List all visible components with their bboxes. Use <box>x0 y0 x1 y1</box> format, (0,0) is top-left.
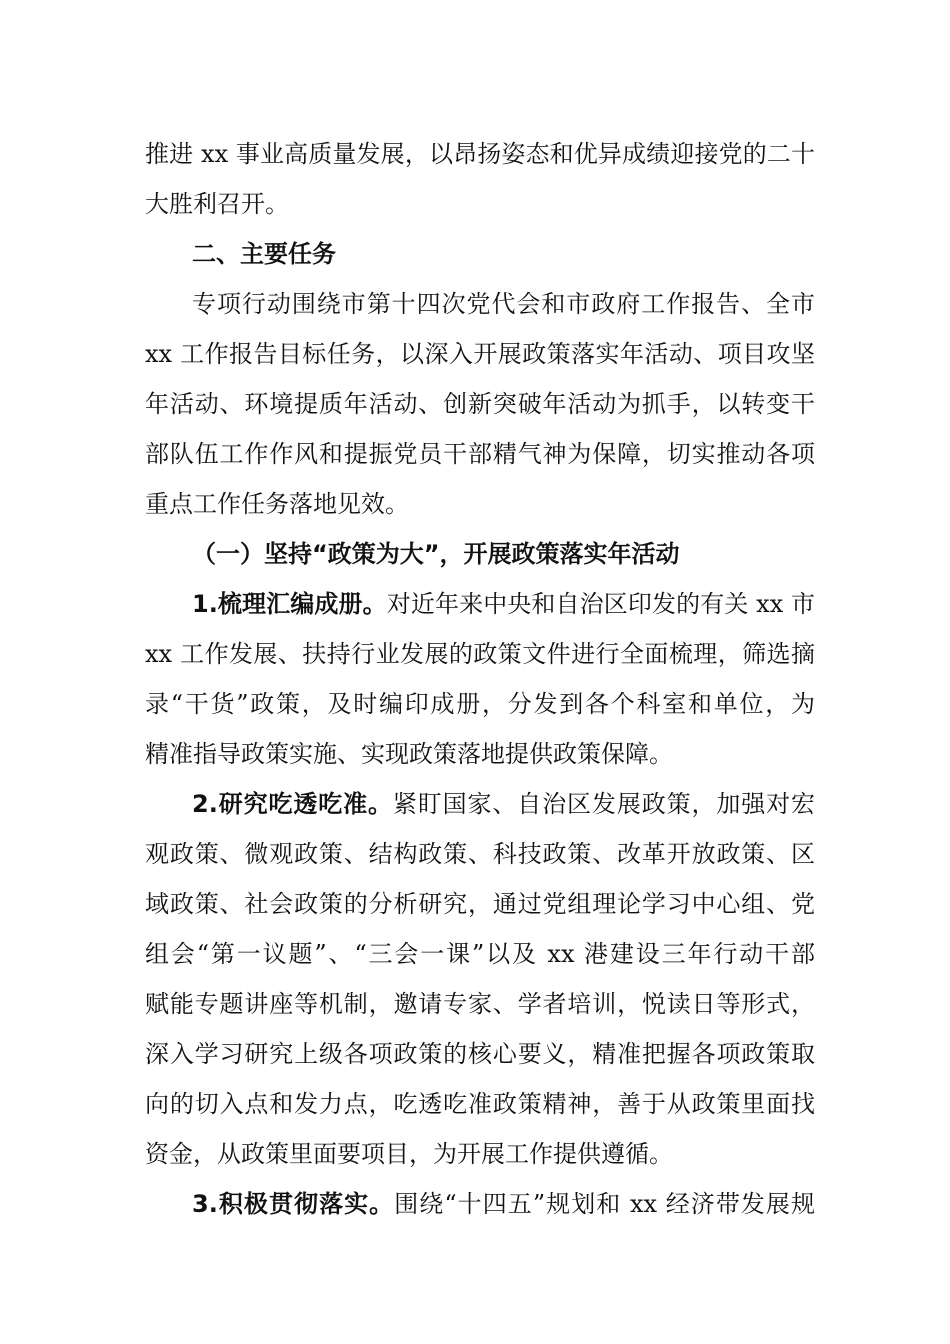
subsection-heading: （一）坚持“政策为大”，开展政策落实年活动 <box>192 540 680 568</box>
paragraph-line: 录“干货”政策，及时编印成册，分发到各个科室和单位，为 <box>145 690 815 718</box>
item-text: 对近年来中央和自治区印发的有关 xx 市 <box>386 590 815 618</box>
item-title: 3.积极贯彻落实。 <box>192 1190 395 1218</box>
item-title: 2.研究吃透吃准。 <box>192 790 393 818</box>
paragraph-line: 域政策、社会政策的分析研究，通过党组理论学习中心组、党 <box>145 890 815 918</box>
paragraph-line <box>192 1179 815 1229</box>
paragraph-line: 赋能专题讲座等机制，邀请专家、学者培训，悦读日等形式， <box>145 990 815 1018</box>
paragraph-line: xx 工作发展、扶持行业发展的政策文件进行全面梳理，筛选摘 <box>145 640 815 668</box>
item-text: 围绕“十四五”规划和 xx 经济带发展规 <box>394 1190 815 1218</box>
paragraph-line: 向的切入点和发力点，吃透吃准政策精神，善于从政策里面找 <box>145 1090 815 1118</box>
paragraph-line: 部队伍工作作风和提振党员干部精气神为保障，切实推动各项 <box>145 440 815 468</box>
item-text: 紧盯国家、自治区发展政策，加强对宏 <box>392 790 815 818</box>
paragraph-line <box>192 779 815 829</box>
paragraph-line: 组会“第一议题”、“三会一课”以及 xx 港建设三年行动干部 <box>145 940 815 968</box>
paragraph-line: 观政策、微观政策、结构政策、科技政策、改革开放政策、区 <box>145 840 815 868</box>
section-heading: 二、主要任务 <box>192 240 336 268</box>
paragraph-line: xx 工作报告目标任务，以深入开展政策落实年活动、项目攻坚 <box>145 340 815 368</box>
paragraph-line: 资金，从政策里面要项目，为开展工作提供遵循。 <box>145 1140 673 1168</box>
paragraph-line: 推进 xx 事业高质量发展，以昂扬姿态和优异成绩迎接党的二十 <box>145 140 815 168</box>
paragraph-line: 重点工作任务落地见效。 <box>145 490 409 518</box>
paragraph-line <box>192 579 815 629</box>
paragraph-line: 专项行动围绕市第十四次党代会和市政府工作报告、全市 <box>192 290 815 318</box>
paragraph-line: 精准指导政策实施、实现政策落地提供政策保障。 <box>145 740 673 768</box>
paragraph-line: 年活动、环境提质年活动、创新突破年活动为抓手，以转变干 <box>145 390 815 418</box>
paragraph-line: 深入学习研究上级各项政策的核心要义，精准把握各项政策取 <box>145 1040 815 1068</box>
paragraph-line: 大胜利召开。 <box>145 190 289 218</box>
item-title: 1.梳理汇编成册。 <box>192 590 387 618</box>
